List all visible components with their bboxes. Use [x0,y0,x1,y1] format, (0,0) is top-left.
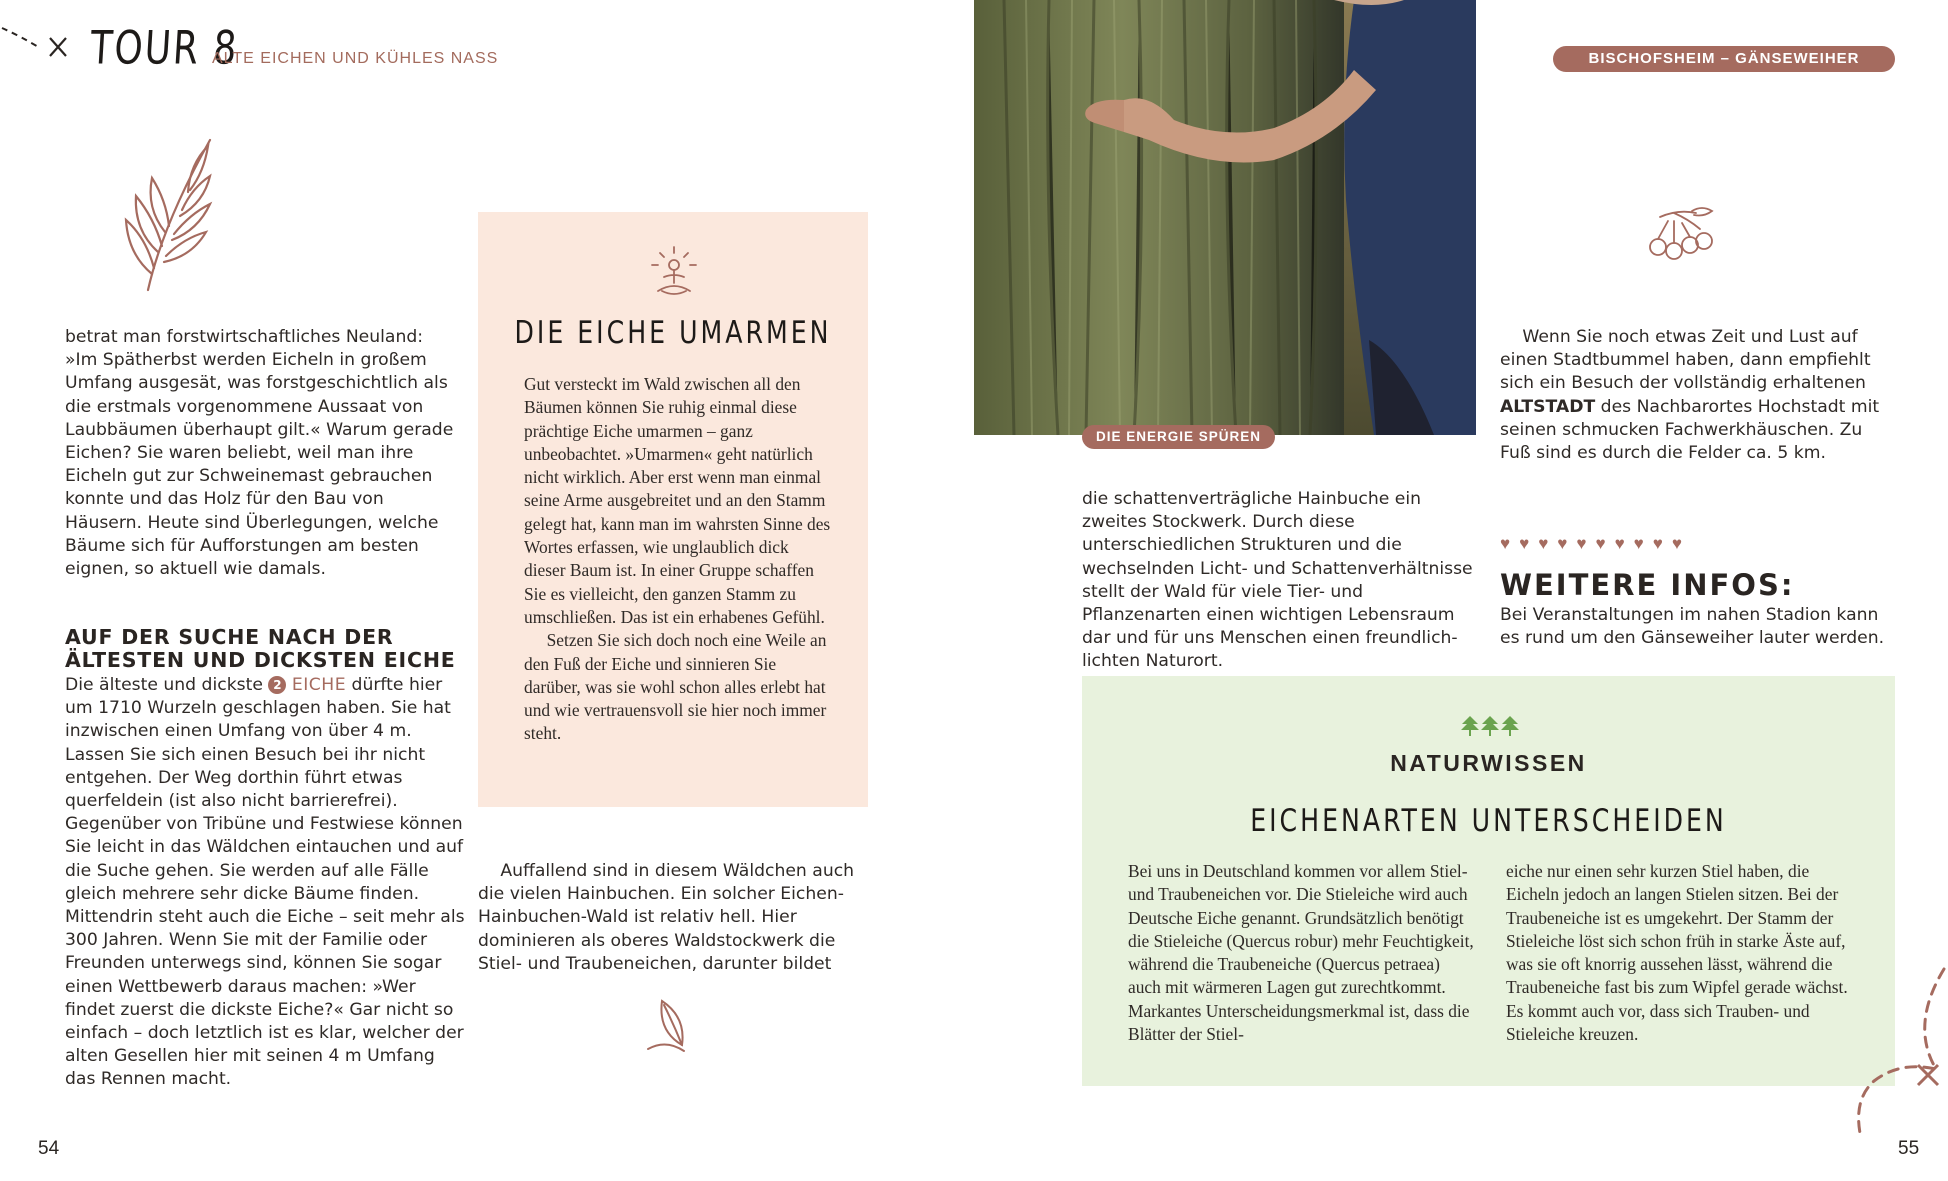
intro-paragraph: betrat man forstwirtschaftliches Neuland: »Im Spätherbst werden Eicheln in großem Umfang ausgesät, was forstgeschichtlich als die erstmals vorgenommene Aussaat von Laubbäumen überhaupt gilt.« Warum gerade Eichen? Sie waren beliebt, weil man ihre Eicheln gut zur Schweinemast gebrauchen konnte und das Holz für den Bau von Häusern. Heute sind Überlegungen, welche Bäume sich für Aufforstungen am besten eignen, so aktuell wie damals. [65,327,454,580]
hearts-divider: ♥♥♥♥♥♥♥♥♥♥ [1500,534,1691,553]
center-paragraph: die schattenverträgliche Hainbuche ein zweites Stockwerk. Durch diese unterschiedlichen Strukturen und die wechselnden Licht- und Schattenverhältnisse stellt der Wald für viele Tier- und Pflanzenarten einen wichtigen Lebensraum dar und für uns Menschen einen freundlich-lichten Naturort. [1082,489,1473,672]
meditation-icon [642,245,706,301]
photo-illustration [974,0,1476,435]
berries-icon [1644,205,1724,265]
nature-column-2 [1506,860,1856,1046]
oak-paragraph [65,674,465,1092]
route-doodle-top [0,20,80,70]
trees-icon [1460,716,1520,738]
small-leaf-icon [642,995,702,1055]
left-intro-text [65,326,460,581]
middle-paragraph: Auffallend sind in diesem Wäldchen auch die vielen Hainbuchen. Ein solcher Eichen-Hainbuchen-Wald ist relativ hell. Hier dominieren als oberes Waldstockwerk die Stiel- und Traubeneichen, darunter bildet [478,861,855,974]
nature-title: EICHENARTEN UNTERSCHEIDEN [1250,802,1727,839]
nature-paragraph-1: Bei uns in Deutschland kommen vor allem Stiel- und Traubeneichen vor. Die Stieleiche wird auch Deutsche Eiche genannt. Grundsätzlich benötigt die Stieleiche (Quercus robur) mehr Feuchtigkeit, während die Traubeneiche (Quercus petraea) auch mit wärmeren Lagen gut zurechtkommt. Markantes Unterscheidungsmerkmal ist, dass die Blätter der Stiel- [1128,861,1474,1045]
altstadt-bold: ALTSTADT [1500,396,1596,417]
route-doodle-bottom [1840,965,1948,1135]
tree-hug-photo [974,0,1476,435]
more-info-text [1500,604,1900,650]
altstadt-paragraph [1500,326,1895,465]
map-marker-badge: 2 [268,676,286,694]
nature-label: NATURWISSEN [1390,750,1587,776]
highlight-oak: EICHE [291,675,347,695]
page-number-right: 55 [1898,1138,1920,1159]
photo-caption: DIE ENERGIE SPÜREN [1082,425,1275,449]
middle-text [478,860,870,976]
nature-column-1 [1128,860,1476,1046]
para-rest: dürfte hier um 1710 Wurzeln geschlagen haben. Sie hat inzwischen einen Umfang von über 4 m. Lassen Sie sich einen Besuch bei ihr nicht entgehen. Der Weg dorthin führt etwas querfeldein (ist also nicht barrierefrei). Gegenüber von Tribüne und Festwiese können Sie leicht in das Wäldchen eintauchen und auf die Suche gehen. Sie werden auf alle Fälle gleich mehrere sehr dicke Bäume finden. Mittendrin steht auch die Eiche – seit mehr als 300 Jahren. Wenn Sie mit der Familie oder Freunden unterwegs sind, können Sie sogar einen Wettbewerb daraus machen: »Wer findet zuerst die dickste Eiche?« Gar nicht so einfach – doch letztlich ist es klar, welcher der alten Gesellen hier mit seinen 4 m Umfang das Rennen macht. [65,675,465,1090]
tour-subtitle: ALTE EICHEN UND KÜHLES NASS [212,50,499,67]
altstadt-prefix: Wenn Sie noch etwas Zeit und Lust auf einen Stadtbummel haben, dann empfiehlt sich ein Besuch der vollständig erhaltenen [1500,327,1871,394]
para-prefix: Die älteste und dickste [65,675,263,695]
hug-box-text [524,373,834,746]
tour-label: TOUR 8 [88,22,240,75]
leaf-branch-icon [118,134,218,294]
location-badge: BISCHOFSHEIM – GÄNSEWEIHER [1553,46,1895,72]
search-oak-heading: AUF DER SUCHE NACH DER ÄLTESTEN UND DICKSTEN EICHE [65,625,456,672]
center-text [1082,488,1482,674]
nature-paragraph-2: eiche nur einen sehr kurzen Stiel haben, die Eicheln jedoch an langen Stielen sitzen. Bei der Traubeneiche ist es umgekehrt. Der Stamm der Stieleiche löst sich schon früh in starke Äste auf, was sie oft knorrig aussehen lässt, während die Traubeneiche fast bis zum Wipfel gerade wächst. Es kommt auch vor, dass sich Trauben- und Stieleiche kreuzen. [1506,861,1848,1045]
page-number-left: 54 [38,1138,60,1159]
altstadt-rest: des Nachbarortes Hochstadt mit seinen schmucken Fachwerkhäuschen. Zu Fuß sind es durch die Felder ca. 5 km. [1500,396,1880,464]
hug-paragraph-2: Setzen Sie sich doch noch eine Weile an den Fuß der Eiche und sinnieren Sie darüber, was sie wohl schon alles erlebt hat und wie vertrauensvoll sie hier noch immer steht. [524,630,827,744]
hug-paragraph-1: Gut versteckt im Wald zwischen all den Bäumen können Sie ruhig einmal diese prächtige Eiche umarmen – ganz unbeobachtet. »Umarmen« geht natürlich nicht wirklich. Aber erst wenn man einmal seine Arme ausgebreitet und an den Stamm gelegt hat, kann man im wahrsten Sinne des Wortes erfassen, wie unglaublich dick dieser Baum ist. In einer Gruppe schaffen Sie es vielleicht, den ganzen Stamm zu umschließen. Das ist ein erhabenes Gefühl. [524,374,831,627]
right-text [1500,326,1895,465]
more-info-heading: WEITERE INFOS: [1500,568,1795,602]
more-info-paragraph: Bei Veranstaltungen im nahen Stadion kann es rund um den Gänseweiher lauter werden. [1500,605,1885,649]
left-body-text [65,674,465,1092]
hug-box-title: DIE EICHE UMARMEN [514,314,832,351]
